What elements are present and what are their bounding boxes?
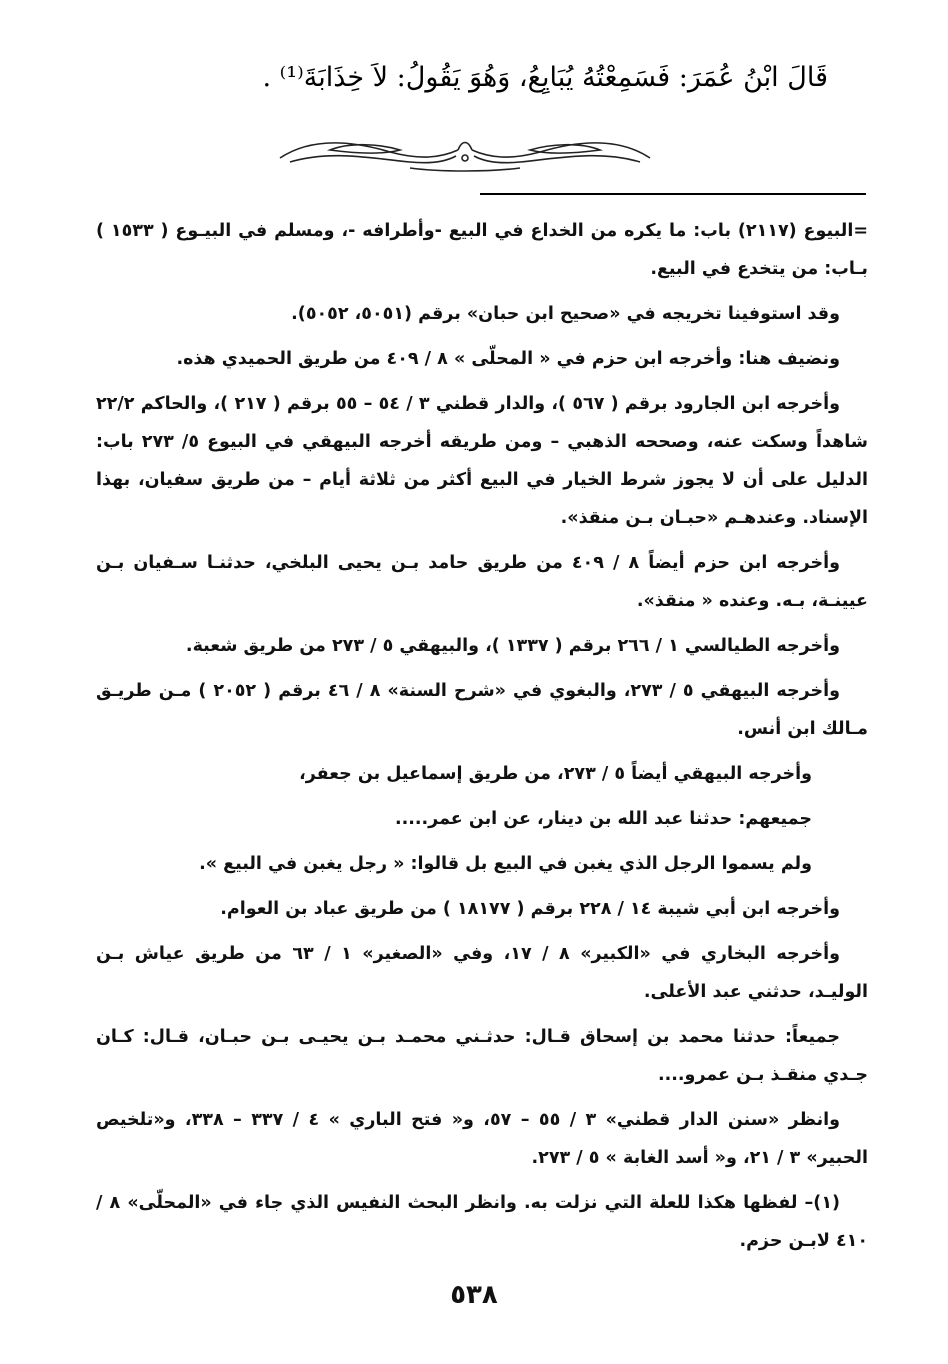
footnote-separator-rule [480, 193, 866, 195]
footnote-paragraph: وأخرجه ابن حزم أيضاً ٨ / ٤٠٩ من طريق حامد بـن يحيى البلخي، حدثنـا سـفيان بـن عيينـة، بـه. وعنده « منقذ». [96, 553, 868, 611]
footnote-paragraph: وأخرجه الطيالسي ١ / ٢٦٦ برقم ( ١٣٣٧ )، والبيهقي ٥ / ٢٧٣ من طريق شعبة. [185, 636, 840, 656]
footnote-paragraph: وأخرجه ابن الجارود برقم ( ٥٦٧ )، والدار قطني ٣ / ٥٤ – ٥٥ برقم ( ٢١٧ )، والحاكم ٢٢/٢ شاهداً وسكت عنه، وصححه الذهبي – ومن طريقه أخرجه البيهقي في البيوع ٥/ ٢٧٣ باب: الدليل على أن لا يجوز شرط الخيار في البيع أكثر من ثلاثة أيام – من طريق سفيان، بهذا الإسناد. وعندهـم «حبـان بـن منقذ». [96, 394, 868, 528]
footnote-paragraph: وأخرجه البخاري في «الكبير» ٨ / ١٧، وفي «الصغير» ١ / ٦٣ من طريق عياش بـن الوليـد، حدثني عبد الأعلى. [96, 944, 868, 1002]
footnote-paragraph: وأخرجه ابن أبي شيبة ١٤ / ٢٢٨ برقم ( ١٨١٧٧ ) من طريق عباد بن العوام. [220, 899, 840, 919]
footnotes-section [96, 212, 868, 1267]
footnote-paragraph: (١)– لفظها هكذا للعلة التي نزلت به. وانظر البحث النفيس الذي جاء في «المحلّى» ٨ / ٤١٠ لابـن حزم. [96, 1193, 868, 1251]
footnote-paragraph: ونضيف هنا: وأخرجه ابن حزم في « المحلّى » ٨ / ٤٠٩ من طريق الحميدي هذه. [176, 349, 840, 369]
footnote-paragraph: وانظر «سنن الدار قطني» ٣ / ٥٥ – ٥٧، و« فتح الباري » ٤ / ٣٣٧ – ٣٣٨، و«تلخيص الحبير» ٣ / ٢١، و« أسد الغابة » ٥ / ٢٧٣. [96, 1110, 868, 1168]
footnote-paragraph: جميعهم: حدثنا عبد الله بن دينار، عن ابن عمر..... [394, 809, 812, 829]
footnote-paragraph: =البيوع (٢١١٧) باب: ما يكره من الخداع في البيع -وأطرافه -، ومسلم في البيـوع ( ١٥٣٣ ) بـاب: من يتخدع في البيع. [96, 221, 868, 279]
footnote-paragraph: وأخرجه البيهقي ٥ / ٢٧٣، والبغوي في «شرح السنة» ٨ / ٤٦ برقم ( ٢٠٥٢ ) مـن طريـق مـالك ابن أنس. [96, 681, 868, 739]
decorative-divider-ornament [270, 128, 660, 176]
footnote-paragraph: ولم يسموا الرجل الذي يغبن في البيع بل قالوا: « رجل يغبن في البيع ». [199, 854, 812, 874]
footnote-paragraph: وأخرجه البيهقي أيضاً ٥ / ٢٧٣، من طريق إسماعيل بن جعفر، [299, 764, 812, 784]
footnote-paragraph: وقد استوفينا تخريجه في «صحيح ابن حبان» برقم (٥٠٥١، ٥٠٥٢). [291, 304, 840, 324]
footnote-paragraph: جميعاً: حدثنا محمد بن إسحاق قـال: حدثـني محمـد بـن يحيـى بـن حبـان، قـال: كـان جـدي منقـذ بـن عمرو.... [96, 1027, 868, 1085]
hadith-text-line: قَالَ ابْنُ عُمَرَ: فَسَمِعْتُهُ يُبَايِعُ، وَهُوَ يَقُولُ: لاَ خِذَابَةَ⁽¹⁾ . [262, 62, 828, 93]
page-number: ٥٣٨ [450, 1280, 498, 1310]
